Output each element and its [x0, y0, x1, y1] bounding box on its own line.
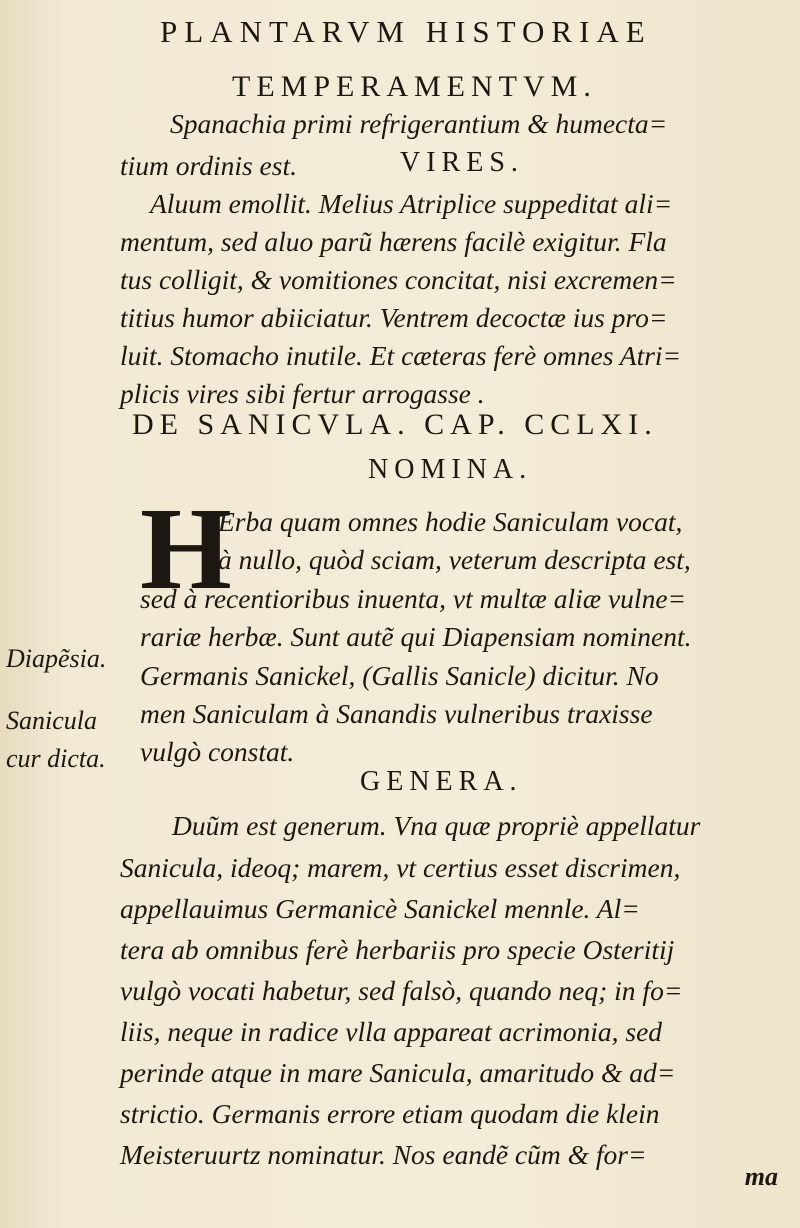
genera-line-3: appellauimus Germanicè Sanickel mennle. Al= [120, 893, 640, 924]
chapter-title: DE SANICVLA. CAP. CCLXI. [132, 408, 658, 441]
nomina-line-2: à nullo, quòd sciam, veterum descripta est, [218, 544, 691, 575]
nomina-line-5: Germanis Sanickel, (Gallis Sanicle) dicitur. No [140, 660, 659, 691]
nomina-line-3: sed à recentioribus inuenta, vt multæ aliæ vulne= [140, 583, 687, 614]
vires-line-1: Aluum emollit. Melius Atriplice suppeditat ali= [150, 188, 673, 219]
margin-note-cur-dicta: cur dicta. [6, 744, 106, 773]
genera-line-6: liis, neque in radice vlla appareat acrimonia, sed [120, 1016, 663, 1047]
nomina-line-6: men Saniculam à Sanandis vulneribus traxisse [140, 698, 653, 729]
temperamentum-line-2: tium ordinis est. [120, 150, 297, 181]
drop-cap-initial: H [140, 483, 232, 614]
genera-line-7: perinde atque in mare Sanicula, amaritudo & ad= [120, 1057, 676, 1088]
genera-line-5: vulgò vocati habetur, sed falsò, quando neq; in fo= [120, 975, 683, 1006]
vires-line-2: mentum, sed aluo parũ hærens facilè exigitur. Fla [120, 226, 667, 257]
nomina-line-4: rariæ herbæ. Sunt autẽ qui Diapensiam nominent. [140, 621, 692, 652]
genera-line-9: Meisteruurtz nominatur. Nos eandẽ cũm & for= [120, 1139, 647, 1170]
margin-note-sanicula: Sanicula [6, 706, 97, 735]
catchword: ma [744, 1162, 778, 1191]
vires-line-5: luit. Stomacho inutile. Et cæteras ferè omnes Atri= [120, 340, 682, 371]
nomina-line-1: Erba quam omnes hodie Saniculam vocat, [218, 506, 683, 537]
genera-line-2: Sanicula, ideoq; marem, vt certius esset discrimen, [120, 852, 681, 883]
margin-note-diapensia: Diapẽsia. [6, 644, 107, 673]
vires-line-3: tus colligit, & vomitiones concitat, nisi excremen= [120, 264, 677, 295]
vires-line-6: plicis vires sibi fertur arrogasse . [120, 378, 485, 409]
genera-line-1: Duũm est generum. Vna quæ propriè appellatur [172, 810, 701, 841]
genera-line-8: strictio. Germanis errore etiam quodam die klein [120, 1098, 660, 1129]
vires-line-4: titius humor abiiciatur. Ventrem decoctæ ius pro= [120, 302, 668, 333]
genera-line-4: tera ab omnibus ferè herbariis pro specie Osteritij [120, 934, 675, 965]
nomina-line-7: vulgò constat. [140, 736, 295, 767]
vires-heading: VIRES. [400, 147, 524, 178]
running-head: PLANTARVM HISTORIAE [160, 14, 652, 49]
nomina-heading: NOMINA. [368, 454, 533, 485]
temperamentum-heading: TEMPERAMENTVM. [232, 70, 597, 103]
temperamentum-line-1: Spanachia primi refrigerantium & humecta= [170, 108, 668, 139]
genera-heading: GENERA. [360, 766, 523, 797]
